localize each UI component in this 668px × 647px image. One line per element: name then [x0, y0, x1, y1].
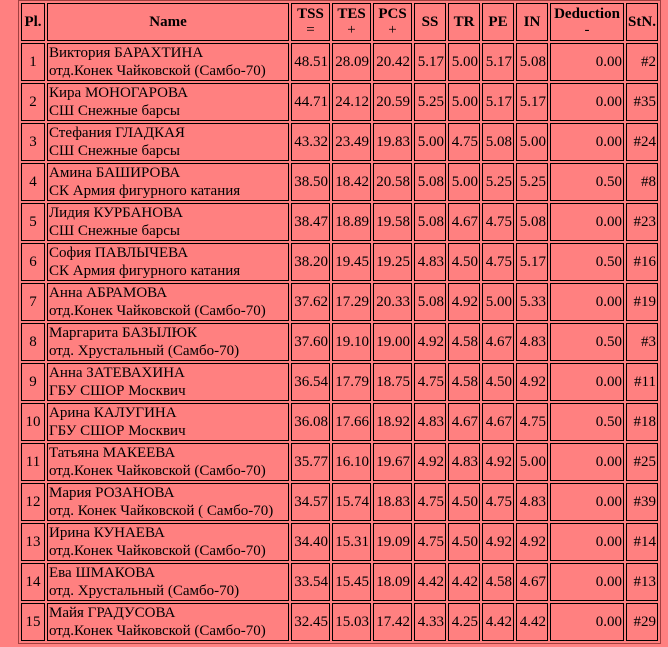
start-number-cell: #23: [626, 203, 658, 241]
tes-cell: 19.10: [332, 323, 371, 361]
skater-name: Амина БАШИРОВА: [49, 165, 181, 181]
skater-name: Ирина КУНАЕВА: [49, 525, 165, 541]
table-row: [21, 603, 658, 641]
pe-cell: 4.92: [482, 443, 514, 481]
pcs-cell: 19.67: [373, 443, 412, 481]
pe-cell: 5.08: [482, 123, 514, 161]
tr-cell: 4.92: [448, 283, 480, 321]
skater-club: отд. Хрустальный (Самбо-70): [49, 343, 240, 359]
in-cell: 4.83: [516, 323, 548, 361]
skater-name: Майя ГРАДУСОВА: [49, 605, 176, 621]
tss-cell: 37.60: [291, 323, 330, 361]
tr-cell: 4.50: [448, 483, 480, 521]
skater-club: отд.Конек Чайковской (Самбо-70): [49, 463, 266, 479]
ss-cell: 5.08: [414, 203, 446, 241]
pcs-cell: 20.59: [373, 83, 412, 121]
start-number-cell: #19: [626, 283, 658, 321]
pe-cell: 4.67: [482, 323, 514, 361]
pcs-cell: 17.42: [373, 603, 412, 641]
name-cell: [47, 123, 289, 161]
skater-club: СШ Снежные барсы: [49, 223, 180, 239]
deduction-cell: 0.00: [550, 563, 624, 601]
in-cell: 5.17: [516, 83, 548, 121]
name-cell: [47, 203, 289, 241]
pe-cell: 4.50: [482, 363, 514, 401]
skater-name: Арина КАЛУГИНА: [49, 405, 177, 421]
tss-cell: 32.45: [291, 603, 330, 641]
start-number-cell: #25: [626, 443, 658, 481]
header-deduction: Deduction -: [550, 3, 624, 41]
deduction-cell: 0.00: [550, 483, 624, 521]
place-cell: 8: [21, 323, 45, 361]
table-row: [21, 483, 658, 521]
pe-cell: 5.00: [482, 283, 514, 321]
skater-name: Ева ШМАКОВА: [49, 565, 156, 581]
name-cell: [47, 443, 289, 481]
tes-cell: 15.03: [332, 603, 371, 641]
tes-cell: 19.45: [332, 243, 371, 281]
start-number-cell: #18: [626, 403, 658, 441]
skater-name: Стефания ГЛАДКАЯ: [49, 125, 185, 141]
name-cell: [47, 43, 289, 81]
tss-cell: 36.54: [291, 363, 330, 401]
skater-name: Виктория БАРАХТИНА: [49, 45, 204, 61]
tr-cell: 4.83: [448, 443, 480, 481]
pe-cell: 4.42: [482, 603, 514, 641]
table-row: [21, 443, 658, 481]
tes-cell: 17.79: [332, 363, 371, 401]
table-row: [21, 523, 658, 561]
in-cell: 5.00: [516, 443, 548, 481]
ss-cell: 5.00: [414, 123, 446, 161]
tr-cell: 4.58: [448, 323, 480, 361]
start-number-cell: #8: [626, 163, 658, 201]
tes-cell: 24.12: [332, 83, 371, 121]
pcs-cell: 20.58: [373, 163, 412, 201]
start-number-cell: #2: [626, 43, 658, 81]
header-pe: PE: [482, 3, 514, 41]
start-number-cell: #11: [626, 363, 658, 401]
place-cell: 11: [21, 443, 45, 481]
in-cell: 5.25: [516, 163, 548, 201]
deduction-cell: 0.50: [550, 163, 624, 201]
deduction-cell: 0.00: [550, 523, 624, 561]
pe-cell: 4.75: [482, 243, 514, 281]
start-number-cell: #13: [626, 563, 658, 601]
tss-cell: 38.50: [291, 163, 330, 201]
tss-cell: 35.77: [291, 443, 330, 481]
tr-cell: 4.25: [448, 603, 480, 641]
pcs-cell: 18.83: [373, 483, 412, 521]
tr-cell: 4.50: [448, 523, 480, 561]
header-name: Name: [47, 3, 289, 41]
deduction-cell: 0.00: [550, 603, 624, 641]
pcs-cell: 19.00: [373, 323, 412, 361]
table-row: [21, 283, 658, 321]
name-cell: [47, 243, 289, 281]
tes-cell: 23.49: [332, 123, 371, 161]
tr-cell: 4.42: [448, 563, 480, 601]
pcs-cell: 18.75: [373, 363, 412, 401]
tss-cell: 34.40: [291, 523, 330, 561]
tes-cell: 15.45: [332, 563, 371, 601]
start-number-cell: #14: [626, 523, 658, 561]
table-row: [21, 363, 658, 401]
start-number-cell: #24: [626, 123, 658, 161]
tes-cell: 15.74: [332, 483, 371, 521]
tes-cell: 18.89: [332, 203, 371, 241]
ss-cell: 4.75: [414, 483, 446, 521]
skater-name: Лидия КУРБАНОВА: [49, 205, 183, 221]
pcs-cell: 20.42: [373, 43, 412, 81]
pcs-cell: 19.83: [373, 123, 412, 161]
skater-club: ГБУ СШОР Москвич: [49, 423, 186, 439]
pe-cell: 5.17: [482, 83, 514, 121]
in-cell: 5.33: [516, 283, 548, 321]
table-row: [21, 323, 658, 361]
tss-cell: 38.47: [291, 203, 330, 241]
name-cell: [47, 483, 289, 521]
skater-club: отд.Конек Чайковской (Самбо-70): [49, 303, 266, 319]
pcs-cell: 19.25: [373, 243, 412, 281]
skater-club: отд.Конек Чайковской (Самбо-70): [49, 543, 266, 559]
deduction-cell: 0.00: [550, 283, 624, 321]
start-number-cell: #16: [626, 243, 658, 281]
header-pcs: PCS +: [373, 3, 412, 41]
ss-cell: 4.75: [414, 523, 446, 561]
place-cell: 10: [21, 403, 45, 441]
ss-cell: 4.92: [414, 323, 446, 361]
header-in: IN: [516, 3, 548, 41]
tr-cell: 5.00: [448, 43, 480, 81]
place-cell: 3: [21, 123, 45, 161]
header-tr: TR: [448, 3, 480, 41]
name-cell: [47, 523, 289, 561]
tss-cell: 44.71: [291, 83, 330, 121]
tr-cell: 4.75: [448, 123, 480, 161]
tes-cell: 17.66: [332, 403, 371, 441]
in-cell: 4.67: [516, 563, 548, 601]
deduction-cell: 0.00: [550, 363, 624, 401]
tss-cell: 36.08: [291, 403, 330, 441]
header-stn: StN.: [626, 3, 658, 41]
start-number-cell: #3: [626, 323, 658, 361]
skater-club: СШ Снежные барсы: [49, 103, 180, 119]
table-row: [21, 243, 658, 281]
pcs-cell: 19.58: [373, 203, 412, 241]
place-cell: 9: [21, 363, 45, 401]
skater-club: СШ Снежные барсы: [49, 143, 180, 159]
pe-cell: 4.92: [482, 523, 514, 561]
ss-cell: 4.42: [414, 563, 446, 601]
table-row: [21, 203, 658, 241]
tes-cell: 16.10: [332, 443, 371, 481]
pcs-cell: 20.33: [373, 283, 412, 321]
place-cell: 4: [21, 163, 45, 201]
place-cell: 7: [21, 283, 45, 321]
in-cell: 5.08: [516, 43, 548, 81]
skater-club: СК Армия фигурного катания: [49, 183, 241, 199]
header-tss: TSS =: [291, 3, 330, 41]
place-cell: 15: [21, 603, 45, 641]
in-cell: 4.92: [516, 523, 548, 561]
start-number-cell: #39: [626, 483, 658, 521]
deduction-cell: 0.00: [550, 123, 624, 161]
place-cell: 13: [21, 523, 45, 561]
pe-cell: 4.75: [482, 203, 514, 241]
name-cell: [47, 163, 289, 201]
header-row: [21, 3, 658, 41]
skater-club: отд.Конек Чайковской (Самбо-70): [49, 63, 266, 79]
pcs-cell: 18.09: [373, 563, 412, 601]
pe-cell: 4.75: [482, 483, 514, 521]
deduction-cell: 0.00: [550, 203, 624, 241]
ss-cell: 4.83: [414, 243, 446, 281]
name-cell: [47, 563, 289, 601]
place-cell: 1: [21, 43, 45, 81]
table-row: [21, 123, 658, 161]
start-number-cell: #35: [626, 83, 658, 121]
pcs-cell: 18.92: [373, 403, 412, 441]
pcs-cell: 19.09: [373, 523, 412, 561]
skater-name: София ПАВЛЫЧЕВА: [49, 245, 189, 261]
tes-cell: 15.31: [332, 523, 371, 561]
tss-cell: 38.20: [291, 243, 330, 281]
place-cell: 5: [21, 203, 45, 241]
ss-cell: 4.75: [414, 363, 446, 401]
tr-cell: 4.67: [448, 203, 480, 241]
pe-cell: 4.67: [482, 403, 514, 441]
table-row: [21, 403, 658, 441]
ss-cell: 5.08: [414, 283, 446, 321]
in-cell: 4.75: [516, 403, 548, 441]
skater-club: отд. Конек Чайковской ( Самбо-70): [49, 503, 274, 519]
ss-cell: 5.17: [414, 43, 446, 81]
skater-club: отд.Конек Чайковской (Самбо-70): [49, 623, 266, 639]
in-cell: 4.83: [516, 483, 548, 521]
tss-cell: 33.54: [291, 563, 330, 601]
deduction-cell: 0.50: [550, 323, 624, 361]
skater-name: Маргарита БАЗЫЛЮК: [49, 325, 198, 341]
name-cell: [47, 283, 289, 321]
tes-cell: 28.09: [332, 43, 371, 81]
tr-cell: 5.00: [448, 83, 480, 121]
in-cell: 5.17: [516, 243, 548, 281]
tr-cell: 5.00: [448, 163, 480, 201]
tes-cell: 18.42: [332, 163, 371, 201]
skater-name: Анна ЗАТЕВАХИНА: [49, 365, 185, 381]
ss-cell: 5.25: [414, 83, 446, 121]
results-table: [18, 0, 661, 644]
deduction-cell: 0.00: [550, 43, 624, 81]
in-cell: 5.00: [516, 123, 548, 161]
table-row: [21, 43, 658, 81]
skater-name: Татьяна МАКЕЕВА: [49, 445, 176, 461]
name-cell: [47, 403, 289, 441]
place-cell: 14: [21, 563, 45, 601]
pe-cell: 5.17: [482, 43, 514, 81]
header-pl: Pl.: [21, 3, 45, 41]
skater-name: Кира МОНОГАРОВА: [49, 85, 188, 101]
skater-club: СК Армия фигурного катания: [49, 263, 241, 279]
skater-club: отд. Хрустальный (Самбо-70): [49, 583, 240, 599]
table-row: [21, 163, 658, 201]
header-tes: TES +: [332, 3, 371, 41]
skater-club: ГБУ СШОР Москвич: [49, 383, 186, 399]
name-cell: [47, 363, 289, 401]
header-ss: SS: [414, 3, 446, 41]
ss-cell: 5.08: [414, 163, 446, 201]
place-cell: 12: [21, 483, 45, 521]
pe-cell: 5.25: [482, 163, 514, 201]
ss-cell: 4.92: [414, 443, 446, 481]
tss-cell: 43.32: [291, 123, 330, 161]
ss-cell: 4.33: [414, 603, 446, 641]
pe-cell: 4.58: [482, 563, 514, 601]
tss-cell: 48.51: [291, 43, 330, 81]
name-cell: [47, 323, 289, 361]
name-cell: [47, 603, 289, 641]
place-cell: 6: [21, 243, 45, 281]
tss-cell: 37.62: [291, 283, 330, 321]
skater-name: Мария РОЗАНОВА: [49, 485, 175, 501]
tes-cell: 17.29: [332, 283, 371, 321]
skater-name: Анна АБРАМОВА: [49, 285, 168, 301]
in-cell: 5.08: [516, 203, 548, 241]
table-row: [21, 83, 658, 121]
deduction-cell: 0.50: [550, 243, 624, 281]
place-cell: 2: [21, 83, 45, 121]
deduction-cell: 0.00: [550, 83, 624, 121]
deduction-cell: 0.50: [550, 403, 624, 441]
ss-cell: 4.83: [414, 403, 446, 441]
tr-cell: 4.58: [448, 363, 480, 401]
start-number-cell: #29: [626, 603, 658, 641]
in-cell: 4.92: [516, 363, 548, 401]
in-cell: 4.42: [516, 603, 548, 641]
table-row: [21, 563, 658, 601]
deduction-cell: 0.00: [550, 443, 624, 481]
tr-cell: 4.50: [448, 243, 480, 281]
name-cell: [47, 83, 289, 121]
tr-cell: 4.67: [448, 403, 480, 441]
tss-cell: 34.57: [291, 483, 330, 521]
